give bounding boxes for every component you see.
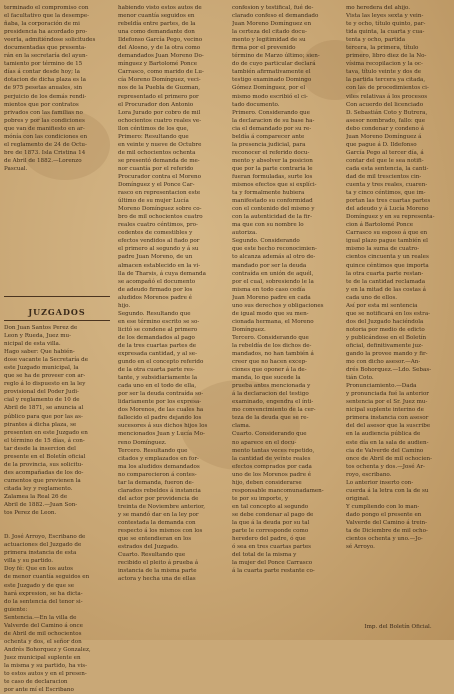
text-line: uno sus derechos y obligaciones: [232, 302, 324, 309]
text-line: presente en el Boletín oficial: [4, 453, 86, 460]
text-line: cada uno en el todo de ella,: [118, 383, 197, 390]
text-line: dos del Juzgado haciéndola: [346, 318, 424, 325]
text-line: Domínguez y en su representa-: [346, 214, 435, 221]
text-line: reglo á lo dispuesto en la ley: [4, 381, 86, 388]
text-line: días á contar desde hoy; la: [4, 69, 80, 76]
text-line: tado documento.: [232, 101, 280, 108]
text-line: la certeza del citado docu-: [232, 29, 307, 36]
text-line: por ante mí el Escribano: [4, 687, 74, 694]
text-line: Juan Moreno Domínguez á: [346, 133, 422, 140]
text-line: presenten en este Juzgado en: [4, 429, 88, 436]
text-line: prueba antes mencionada y: [232, 383, 311, 390]
text-line: mencionados Juan y Lucía Mo-: [118, 431, 205, 438]
text-line: término de Marzo último; sien-: [232, 53, 320, 60]
text-line: ma los aludidos demandados: [118, 463, 200, 470]
text-line: lidariamente por los expresa-: [118, 399, 202, 406]
text-line: terminado el compromiso con: [4, 5, 89, 11]
text-line: royo, escribano.: [346, 471, 392, 478]
text-line: tar la demanda, fueron de-: [118, 479, 194, 486]
text-line: actora y hecha una de ellas: [118, 576, 196, 583]
text-line: fueran formuladas, surte los: [232, 173, 313, 180]
text-line: instancia de la misma parte: [118, 568, 197, 575]
text-line: Cuarto. Considerando que: [232, 431, 307, 438]
text-line: representado el primero por: [118, 93, 199, 100]
text-line: mento y absolver la posicion: [232, 157, 313, 164]
text-line: menor cuantía seguidos en: [118, 13, 195, 20]
text-line: Valverde del Camino á once: [4, 622, 83, 629]
text-line: responsable mancomunadamen-: [232, 487, 324, 494]
text-line: ñaba, la corporación de mi: [4, 21, 80, 28]
text-line: dado pongo el presente en: [346, 511, 422, 518]
text-line: Lo anterior inserto con-: [346, 479, 414, 486]
text-line: mo heredera del ahijo.: [346, 5, 410, 11]
text-line: público para que por las as-: [4, 413, 83, 420]
text-line: examinado, engendra el ínti-: [232, 399, 314, 406]
text-line: Don Juan Santos Perez de: [4, 325, 78, 331]
text-line: hijo, deben considerarse: [232, 479, 302, 486]
text-line: Cuarto. Resultando que: [118, 552, 186, 559]
text-line: notoria por medio de edicto: [346, 326, 425, 333]
text-line: Domínguez.: [232, 326, 266, 333]
text-line: Domínguez y el Ponce Car-: [118, 182, 195, 189]
text-line: sucesores á sus dichos hijos los: [118, 423, 208, 430]
text-line: del adeudo y á Lucía Moreno: [346, 206, 429, 213]
text-line: cientos ochenta y uno.—Jo-: [346, 536, 423, 543]
text-line: Abril de 1882.—Juan Son-: [4, 502, 78, 509]
text-line: mónía con las condiciones en: [4, 133, 88, 140]
text-line: nicipal de esta villa.: [4, 341, 61, 348]
text-line: citados y emplazados en for-: [118, 455, 199, 462]
text-line: cuerda á la letra con la de su: [346, 487, 429, 494]
text-line: dos Morenos, de las cuales ha: [118, 407, 204, 414]
text-line: autoriza.: [232, 230, 258, 237]
text-line: ta y cinco céntimos, que im-: [346, 190, 426, 197]
text-line: bre de 1873. Isla Cristina 14: [4, 149, 86, 156]
section-rule: [4, 296, 110, 297]
text-line: el reglamento de 24 de Octu-: [4, 141, 87, 148]
text-line: reales cuatro céntimos, pro-: [118, 222, 198, 229]
text-line: reno Domínguez.: [118, 439, 167, 446]
text-line: se acompañó el documento: [118, 278, 196, 285]
text-line: provisional del Poder Judi-: [4, 389, 79, 396]
text-line: la presencia judicial, para: [232, 141, 306, 148]
text-line: de Abril de 1882.—Lorenzo: [4, 157, 82, 164]
text-line: tamiento por término de 15: [4, 61, 83, 68]
text-line: tante, y subsidiariamente la: [118, 375, 198, 382]
text-line: quince céntimos que importa: [346, 262, 429, 269]
text-line: la rebeldía de los dichos de-: [232, 342, 312, 349]
text-line: mismo modo escribió el ci-: [232, 93, 308, 100]
text-line: do de cuyo particular declará: [232, 61, 316, 68]
text-line: ma que con su nombre lo: [232, 222, 304, 229]
text-line: sé Arroyo.: [346, 544, 375, 551]
text-line: cial y reglamento de 10 de: [4, 397, 80, 404]
text-line: bro de mil ochocientos cuatro: [118, 214, 203, 221]
text-line: beldía á comparecer ante: [232, 133, 305, 140]
text-line: cuenta y tres reales, cuaren-: [346, 182, 428, 189]
text-line: Doy fé: Que en los autos: [4, 566, 74, 573]
text-line: habiendo visto estos autos de: [118, 5, 202, 11]
text-line: parte le corresponde como: [232, 528, 309, 535]
text-line: del del asesor que la suscribe: [346, 423, 431, 430]
text-line: dad de mil trescientos cin-: [346, 173, 422, 180]
text-line: el término de 15 días, á con-: [4, 437, 85, 444]
text-line: con las de procedimientos ci-: [346, 85, 429, 92]
text-line: efectos comprados por cada: [232, 463, 312, 470]
text-line: hará expresion, se ha dicta-: [4, 590, 83, 597]
text-line: cumentos que previenen la: [4, 477, 81, 484]
text-line: viles relativas á los procesos: [346, 93, 428, 100]
text-line: documentadas que presenta-: [4, 45, 87, 52]
text-line: Juan Moreno padre en cada: [232, 294, 311, 301]
text-line: perjuicio de los demás rendi-: [4, 93, 87, 100]
text-line: asesor nombrado, fallo: que: [346, 117, 426, 124]
text-line: Hago saber: Que habién-: [4, 349, 75, 356]
text-line: contar del que le sea notifi-: [346, 157, 424, 164]
text-line: Pascual.: [4, 165, 28, 172]
text-line: contestada la demanda con: [118, 520, 196, 526]
text-line: Vista las leyes sexta y vein-: [346, 13, 424, 20]
text-line: cia el demandado por su re-: [232, 125, 312, 132]
text-line: [4, 525, 110, 533]
text-line: mismo la suma de cuatro-: [346, 246, 420, 253]
text-line: portan las tres cuartas partes: [346, 198, 431, 205]
text-line: la declaracion de su base ha-: [232, 117, 315, 124]
text-line: la otra cuarta parte restan-: [346, 270, 424, 277]
text-line: á la declaracion del testigo: [232, 391, 309, 398]
text-line: gundo en el concepto referido: [118, 359, 204, 366]
text-line: mientos que por contratos: [4, 101, 79, 108]
text-line: mismos efectos que si explíci-: [232, 182, 317, 189]
text-line: respecto á los mismos con los: [118, 528, 203, 535]
text-line: Juez municipal suplente en: [4, 654, 81, 661]
text-line: cada esta sentencia, la canti-: [346, 165, 429, 172]
text-line: manda, lo que sucede la: [232, 375, 301, 382]
text-line: cia de Valverde del Camino: [346, 447, 424, 454]
text-line: oficial, definitivamente juz-: [346, 342, 423, 349]
text-line: este día en la sala de audien-: [346, 439, 429, 446]
text-line: el Procurador don Antonio: [118, 101, 194, 108]
text-line: once de Abril de mil ochocien-: [346, 455, 433, 462]
text-line: pobres y por las condiciones: [4, 117, 85, 124]
text-line: aludidos Morenos padre é: [118, 294, 192, 301]
text-line: Primero. Considerando que: [232, 109, 310, 116]
text-line: te y ocho, título quinto, par-: [346, 21, 426, 28]
text-line: to estos autos y en el presen-: [4, 671, 87, 678]
text-line: la misma y su partido, ha vis-: [4, 662, 88, 669]
text-line: de la otra cuarta parte res-: [118, 367, 195, 374]
text-line: primero, libro diez de la No-: [346, 53, 427, 60]
text-line: te caso de declaracion: [4, 679, 68, 686]
text-line: original.: [346, 495, 370, 502]
text-line: manifestado su conformidad: [232, 198, 313, 205]
text-line: creer que no hacen excep-: [232, 359, 308, 366]
text-line: la mujer del Ponce Carrasco: [232, 560, 313, 567]
column-3: [232, 4, 338, 575]
column-2: [118, 4, 224, 583]
text-line: la cantidad de veinte reales: [232, 455, 311, 462]
text-line: cionada hermana, el Moreno: [232, 318, 314, 325]
text-line: que van de manifiesto en ar-: [4, 125, 85, 132]
text-line: Juan Moreno Domínguez en: [232, 21, 312, 28]
text-line: expresada cantidad, y al se-: [118, 351, 198, 358]
text-line: no comparecieron á contes-: [118, 471, 197, 478]
text-line: se debe condenar al pago de: [232, 511, 314, 518]
section-rule: [4, 320, 110, 321]
text-line: cía Moreno Domínguez, veci-: [118, 77, 201, 84]
text-line: el facultativo que la desempe-: [4, 13, 90, 20]
text-line: primera instancia de esta: [4, 550, 77, 557]
text-line: cientos cincuenta y un reales: [346, 254, 429, 261]
text-line: privados con las familias no: [4, 109, 83, 116]
text-line: sentencia por el Sr. Juez mu-: [346, 399, 428, 406]
text-line: nos de la Puebla de Guzman,: [118, 85, 201, 92]
text-line: Valverde del Camino á trein-: [346, 520, 428, 526]
text-line: cedentes de comestibles y: [118, 230, 193, 237]
text-line: por ser la deuda contraída so-: [118, 391, 204, 398]
text-line: ochenta y dos, el señor don: [4, 638, 82, 645]
text-line: tava, título veinte y dos de: [346, 69, 422, 76]
text-line: estrados del Juzgado.: [118, 544, 179, 551]
text-line: gando la provee mando y fir-: [346, 351, 428, 358]
text-line: D. Sebastián Coto y Butrera,: [346, 109, 428, 116]
text-line: teza de la deuda que se re-: [232, 415, 309, 422]
text-line: debo condenar y condeno á: [346, 125, 425, 132]
text-line: mo con dicho asesor.—An-: [346, 359, 421, 366]
text-line: [4, 517, 110, 525]
text-line: que se ha de proveer con ar-: [4, 373, 86, 380]
column-4: [346, 4, 450, 551]
text-line: cion á Bartolomé Ponce: [346, 222, 414, 229]
text-line: Segundo. Resultando que: [118, 310, 191, 317]
text-line: rebeldía entre partes, de la: [118, 21, 196, 28]
text-line: la que á la deuda por su tal: [232, 520, 310, 526]
text-line: te por su importe, y: [232, 495, 288, 502]
text-line: almacen establecido en la vi-: [118, 262, 201, 269]
text-line: demandados Juan Moreno Do-: [118, 53, 204, 60]
text-line: del actor por providencia de: [118, 495, 199, 502]
text-line: de igual modo que su men-: [232, 310, 309, 317]
column-1-top: [4, 4, 110, 173]
text-line: nicipal suplente interino de: [346, 407, 424, 414]
text-line: Segundo. Considerando: [232, 238, 300, 245]
text-line: actuaciones del Juzgado de: [4, 542, 82, 549]
text-line: licitó se condene al primero: [118, 326, 198, 333]
text-line: Y cumpliendo con lo man-: [346, 503, 420, 510]
text-line: de los demandados al pago: [118, 334, 195, 341]
text-line: que pague á D. Ildefonso: [346, 141, 417, 148]
text-line: igual plazo pague también el: [346, 238, 428, 245]
text-line: mínguez y Bartolomé Ponce: [118, 61, 198, 68]
text-line: tos Perez de Leon.: [4, 510, 57, 517]
text-line: lla de Tharsis, á cuya demanda: [118, 270, 206, 277]
text-line: des acompañadas de los do-: [4, 469, 84, 476]
text-line: la partida tercera ya citada,: [346, 77, 426, 84]
text-line: de la tres cuartas partes de: [118, 342, 197, 349]
text-line: que por la parte contraria le: [232, 165, 313, 172]
text-line: Abril de 1871, se anuncia al: [4, 405, 84, 412]
text-line: ciones que oponer á la de-: [232, 367, 307, 374]
text-line: rasco en representacion este: [118, 190, 201, 197]
text-line: dotacion de dicha plaza es la: [4, 77, 86, 84]
text-line: del total de la misma y: [232, 552, 297, 559]
text-line: Sentencia.—En la villa de: [4, 614, 77, 621]
text-line: este Juzgado municipal, la: [4, 365, 79, 372]
text-line: el primero al segundo y á su: [118, 246, 199, 253]
text-line: llon céntimos de los que,: [118, 125, 189, 132]
text-line: tos ochenta y dos.—José Ar-: [346, 463, 425, 470]
text-line: ta y formalmente hubiera: [232, 190, 305, 197]
text-line: clarados rebeldes á instancia: [118, 487, 201, 494]
text-line: en tal concepto al segundo: [232, 503, 309, 510]
text-line: Carrasco su esposo á que en: [346, 230, 428, 237]
text-line: clarado confeso el demandado: [232, 13, 319, 20]
text-line: Moreno Domínguez sobre co-: [118, 206, 202, 213]
text-line: de 975 pesetas anuales, sin: [4, 85, 83, 92]
text-line: Gómez Domínguez, por el: [232, 85, 306, 92]
text-line: en veinte y nueve de Octubre: [118, 141, 202, 148]
text-line: tenta y ocho, partida: [346, 37, 406, 44]
text-line: Lora Jurado por cobro de mil: [118, 109, 201, 116]
text-line: que se notificará en los estra-: [346, 310, 431, 317]
text-line: primera instancia con asesor: [346, 415, 429, 422]
text-line: citada ley y reglamento.: [4, 485, 73, 492]
text-line: Ildefonso García Pego, vecino: [118, 37, 203, 44]
text-line: ochocientos cuatro reales ve-: [118, 117, 202, 124]
text-line: que se entendieran en los: [118, 536, 192, 543]
text-line: también afirmativamente el: [232, 69, 311, 76]
text-line: pirantes á dicha plaza, se: [4, 421, 77, 428]
text-line: de adeudo firmado por los: [118, 286, 193, 293]
text-line: rán en la secretaría del ayun-: [4, 53, 88, 60]
text-line: con el contenido del mismo y: [232, 206, 315, 213]
text-line: mento y legitimidad de su: [232, 37, 306, 44]
text-line: y publicándose en el Boletín: [346, 334, 427, 341]
text-line: firma por el prevenido: [232, 45, 296, 52]
text-line: en ese término escrito se so-: [118, 318, 200, 325]
text-line: drés Bohorquez.—Ldo. Sebas-: [346, 367, 432, 374]
text-line: Andrés Bohorquez y Gonzalez,: [4, 646, 91, 653]
text-line: clama.: [232, 423, 251, 430]
text-line: misma en todo caso cedía: [232, 286, 306, 293]
text-line: mandados, no han también á: [232, 351, 314, 358]
text-line: te de la cantidad reclamada: [346, 278, 426, 285]
text-line: treinta de Noviembre anterior,: [118, 503, 205, 510]
text-line: dose vacante la Secretaría de: [4, 357, 89, 364]
text-line: y se mandó dar en la ley por: [118, 511, 199, 518]
text-line: del Alosno, y de la otra como: [118, 45, 201, 52]
text-line: Pronunciamiento.—Dada: [346, 383, 417, 390]
text-line: mento tantas veces repetido,: [232, 447, 315, 454]
text-line: en la audiencia pública de: [346, 431, 421, 438]
text-line: y en la mitad de las costas á: [346, 286, 426, 293]
section-heading: JUZGADOS: [28, 307, 86, 317]
text-line: Tercero. Considerando que: [232, 334, 309, 341]
text-line: Tercero. Resultando que: [118, 447, 188, 454]
text-line: do la sentencia del tenor si-: [4, 598, 83, 605]
text-line: de menor cuantía seguidos en: [4, 574, 90, 581]
text-line: uno de los Morenos padre é: [232, 471, 312, 478]
text-line: García Pego al tercer día, á: [346, 149, 424, 156]
text-line: veerla, admitiéndose solicitudes: [4, 37, 96, 44]
text-line: de mil ochocientos ochenta: [118, 149, 196, 156]
text-line: una como demandante don: [118, 29, 195, 36]
text-line: presidencia ha acordado pro-: [4, 29, 88, 36]
text-line: reconocer el referido docu-: [232, 149, 310, 156]
text-line: este Juzgado y de que se: [4, 582, 75, 589]
text-line: villa y su partido.: [4, 558, 54, 565]
text-line: contraída en unión de aquél,: [232, 270, 314, 277]
text-line: vísima recopilacion y la oc-: [346, 61, 423, 68]
printer-imprint: Imp. del Boletín Oficial.: [364, 624, 432, 630]
text-line: mo convencimiento de la cer-: [232, 407, 316, 414]
text-line: Con acuerdo del licenciado: [346, 101, 424, 108]
text-line: cada uno de ellos.: [346, 294, 398, 301]
column-1-bottom: [4, 324, 110, 694]
text-line: no aparece en el docu-: [232, 439, 297, 446]
text-line: testigo examinado Domingo: [232, 77, 312, 84]
text-line: hijo.: [118, 302, 131, 309]
text-line: to alcanza además al otro de-: [232, 254, 316, 261]
text-line: con la autenticidad de la fir-: [232, 214, 312, 221]
text-line: Primero: Resultando que: [118, 133, 189, 140]
text-line: Carrasco, como marido de Lu-: [118, 69, 204, 76]
text-line: último de su mujer Lucía: [118, 198, 189, 205]
text-line: fallecido el padre dejando los: [118, 415, 202, 422]
text-line: de Abril de mil ochocientos: [4, 630, 82, 637]
text-line: D. José Arroyo, Escribano de: [4, 534, 86, 541]
text-line: de la provincia, sus solicitu-: [4, 461, 84, 468]
text-line: Leon y Rueda, Juez mu-: [4, 333, 71, 340]
text-line: padre Juan Moreno, de un: [118, 254, 193, 261]
text-line: se presentó demanda de me-: [118, 157, 200, 164]
text-line: tián Coto.: [346, 375, 374, 382]
text-line: nor cuantía por el referido: [118, 165, 194, 172]
text-line: Así por esta mi sentencia: [346, 302, 418, 309]
text-line: por el cual, sobresiendo le la: [232, 278, 314, 285]
text-line: y pronunciada fué la anterior: [346, 391, 429, 398]
text-line: tercera, la primera, título: [346, 45, 419, 52]
text-line: guiente:: [4, 606, 28, 613]
text-line: tida quinta, la cuarta y cua-: [346, 29, 425, 36]
text-line: Procurador contra el Moreno: [118, 173, 202, 180]
text-line: efectos vendidos al fiado por: [118, 238, 200, 245]
text-line: tar desde la insercion del: [4, 445, 76, 452]
text-line: á la cuarta parte restante co-: [232, 568, 315, 575]
text-line: heredero del padre, ó que: [232, 536, 306, 543]
text-line: confesion y testifical, fué de-: [232, 5, 314, 11]
text-line: recibido el pleito á prueba á: [118, 560, 199, 567]
text-line: ta de Diciembre de mil ocho-: [346, 528, 428, 535]
text-line: que este hecho reconocimien-: [232, 246, 317, 253]
text-line: Zalamea la Real 26 de: [4, 493, 68, 500]
text-line: ó sea en tres cuartas partes: [232, 544, 312, 551]
text-line: mandado por ser la deuda: [232, 262, 307, 269]
